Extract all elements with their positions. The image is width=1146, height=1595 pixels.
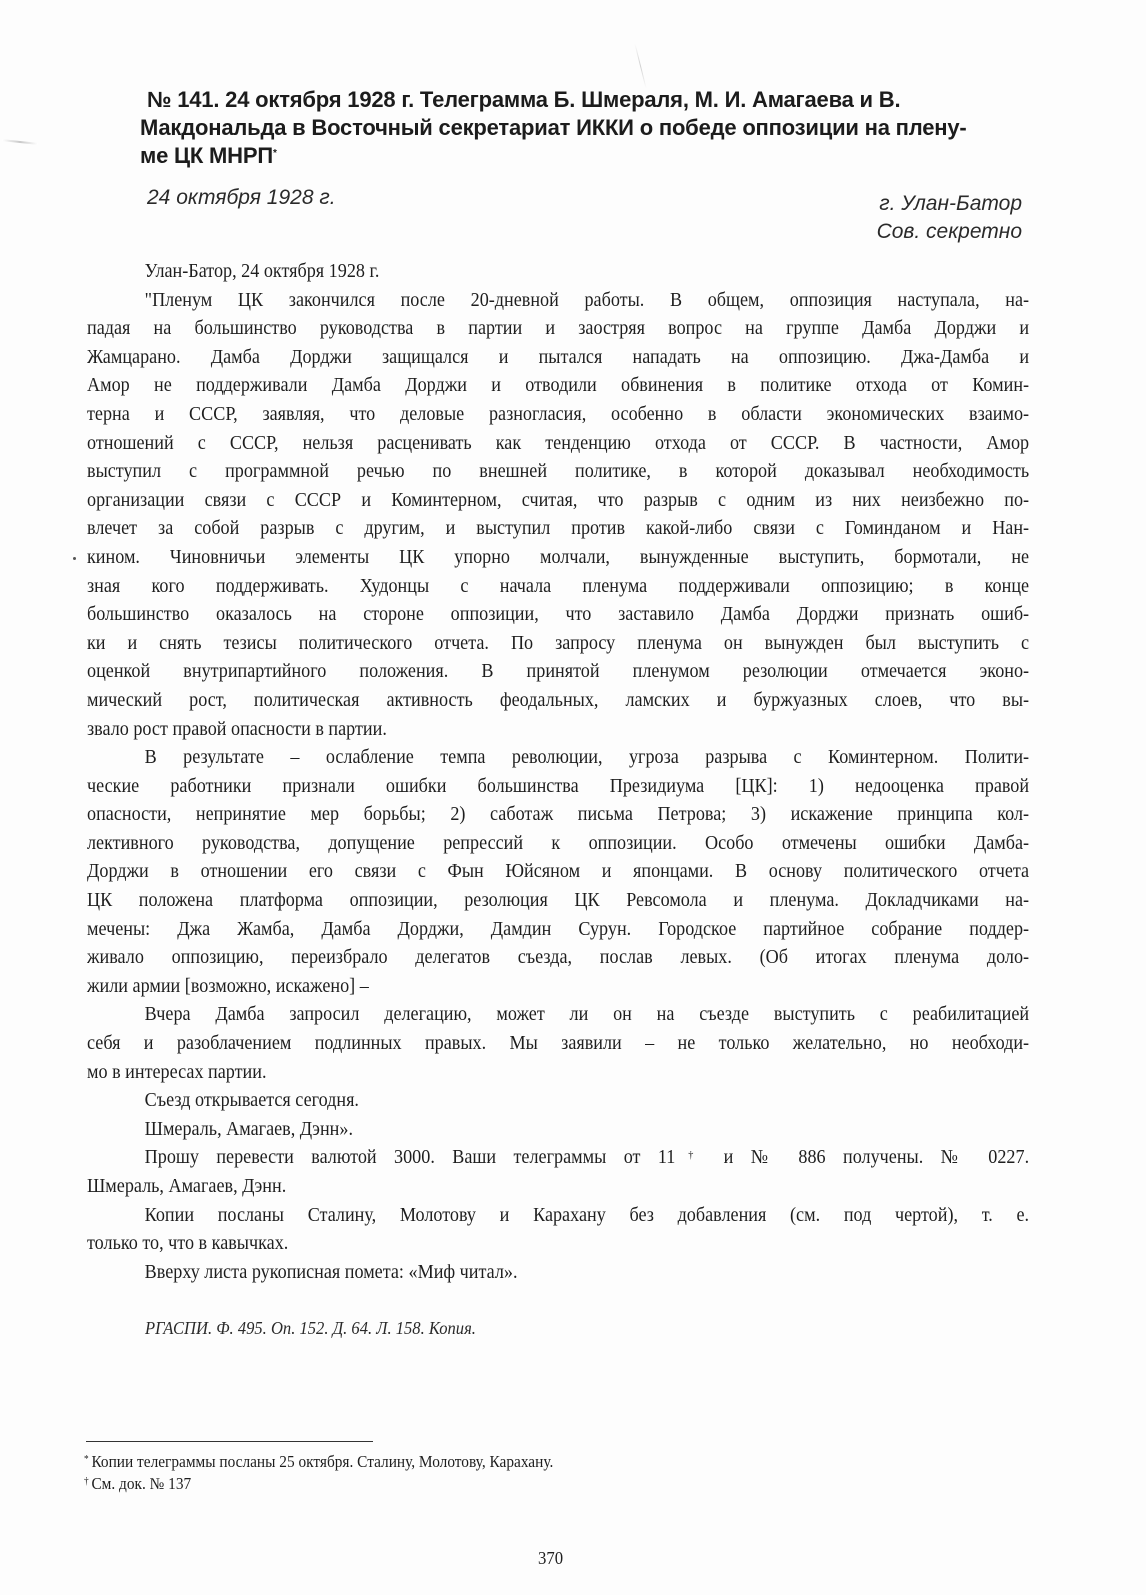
heading-line: № 141. 24 октября 1928 г. Телеграмма Б. Шмераля, М. И. Амагаева и В.: [147, 87, 901, 112]
body-line-text: и № 886 получены. № 0227.: [706, 1147, 1030, 1169]
body-line: Улан-Батор, 24 октября 1928 г.: [144, 261, 380, 282]
body-line: Шмераль, Амагаев, Дэнн».: [144, 1118, 353, 1140]
body-line: влечет за собой разрыв с другим, и выступил против какой-либо связи с Гоминданом и Нан-: [87, 518, 1030, 540]
body-line: Копии посланы Сталину, Молотову и Карахану без добавления (см. под чертой), т. е.: [144, 1204, 1030, 1226]
body-line: [87, 1144, 1029, 1173]
body-line: Съезд открывается сегодня.: [144, 1090, 359, 1112]
body-line: живало оппозицию, переизбрало делегатов съезда, послав левых. (Об итогах пленума доло-: [87, 947, 1030, 969]
body-line: отношений с СССР, нельзя расценивать как тенденцию отхода от СССР. В частности, Амор: [87, 432, 1030, 454]
body-line: терна и СССР, заявляя, что деловые разногласия, особенно в области экономических взаимо-: [87, 403, 1030, 425]
body-line: большинство оказалось на стороне оппозиции, что заставило Дамба Дорджи признать ошиб-: [87, 604, 1030, 626]
body-line: зная кого поддерживать. Худонцы с начала пленума поддерживали оппозицию; в конце: [87, 575, 1030, 597]
body-line: звало рост правой опасности в партии.: [87, 718, 387, 740]
footnotes: [84, 1451, 589, 1495]
body-line: мечены: Джа Жамба, Дамба Дорджи, Дамдин Сурун. Городское партийное собрание поддер-: [87, 918, 1030, 940]
footnote-mark: *: [84, 1454, 89, 1465]
body-line: лективного руководства, допущение репрессий к оппозиции. Особо отмечены ошибки Дамба-: [87, 832, 1030, 854]
body-line: только то, что в кавычках.: [87, 1233, 289, 1255]
body-line: выступил с программной речью по внешней политике, в которой доказывал необходимость: [87, 461, 1030, 483]
archive-reference: РГАСПИ. Ф. 495. Оп. 152. Д. 64. Л. 158. Копия.: [145, 1318, 476, 1338]
classification-label: Сов. секретно: [876, 220, 1022, 243]
heading-line: [140, 142, 1040, 170]
heading-line: Макдональда в Восточный секретариат ИККИ о победе оппозиции на плену-: [140, 115, 967, 140]
body-line: себя и разоблачением подлинных правых. Мы заявили – не только желательно, но необходи-: [87, 1033, 1030, 1055]
margin-dot: [73, 557, 76, 560]
footnote-reference[interactable]: †: [675, 1149, 707, 1162]
document-date: 24 октября 1928 г.: [147, 186, 336, 209]
body-line: ки и снять тезисы политического отчета. По запросу пленума он вынужден был выступить с: [87, 632, 1030, 654]
body-line: жили армии [возможно, искажено] –: [87, 975, 369, 997]
footnote: [84, 1473, 553, 1495]
body-line: "Пленум ЦК закончился после 20-дневной работы. В общем, оппозиция наступала, на-: [144, 289, 1030, 311]
body-line: кином. Чиновничьи элементы ЦК упорно молчали, вынужденные выступить, бормотали, не: [87, 546, 1030, 568]
body-line: мо в интересах партии.: [87, 1061, 267, 1083]
body-line: оценкой внутрипартийного положения. В принятой пленумом резолюции отмечается эконо-: [87, 661, 1030, 683]
body-line: ческие работники признали ошибки большинства Президиума [ЦК]: 1) недооценка правой: [87, 775, 1030, 797]
body-line: Амор не поддерживали Дамба Дорджи и отводили обвинения в политике отхода от Комин-: [87, 375, 1030, 397]
footnote-reference[interactable]: *: [272, 148, 277, 159]
document-meta: [877, 190, 1022, 246]
body-line: Вверху листа рукописная помета: «Миф читал».: [144, 1261, 518, 1283]
scan-artifact: [634, 43, 647, 90]
scan-artifact: [2, 139, 38, 145]
footnote-text: Копии телеграммы посланы 25 октября. Сталину, Молотову, Карахану.: [91, 1452, 554, 1471]
body-line: В результате – ослабление темпа революции, угроза разрыва с Коминтерном. Полити-: [144, 747, 1030, 769]
body-line: падая на большинство руководства в партии и заостряя вопрос на группе Дамба Дорджи и: [87, 318, 1030, 340]
body-line: Дорджи в отношении его связи с Фын Юйсяном и японцами. В основу политического отчета: [87, 861, 1030, 883]
page-number: 370: [538, 1548, 564, 1568]
body-line-text: Прошу перевести валютой 3000. Ваши телеграммы от 11: [144, 1147, 676, 1169]
body-line: ЦК положена платформа оппозиции, резолюция ЦК Ревсомола и пленума. Докладчиками на-: [87, 890, 1030, 912]
body-line: Жамцарано. Дамба Дорджи защищался и пытался нападать на оппозицию. Джа-Дамба и: [87, 346, 1030, 368]
document-place: г. Улан-Батор: [879, 192, 1022, 215]
heading-line-text: ме ЦК МНРП: [140, 143, 273, 168]
footnote-mark: †: [84, 1476, 89, 1487]
body-line: мический рост, политическая активность феодальных, ламских и буржуазных слоев, что вы-: [87, 689, 1030, 711]
body-line: организации связи с СССР и Коминтерном, считая, что разрыв с одним из них неизбежно по-: [87, 489, 1030, 511]
body-line: Шмераль, Амагаев, Дэнн.: [87, 1176, 287, 1197]
document-body: [87, 258, 1029, 1287]
footnote: [84, 1451, 553, 1473]
footnote-divider: [86, 1441, 373, 1442]
footnote-text: См. док. № 137: [91, 1474, 192, 1493]
body-line: Вчера Дамба запросил делегацию, может ли он на съезде выступить с реабилитацией: [144, 1004, 1030, 1026]
document-heading: [140, 86, 1040, 170]
body-line: опасности, непринятие мер борьбы; 2) саботаж письма Петрова; 3) искажение принципа кол-: [87, 804, 1030, 826]
